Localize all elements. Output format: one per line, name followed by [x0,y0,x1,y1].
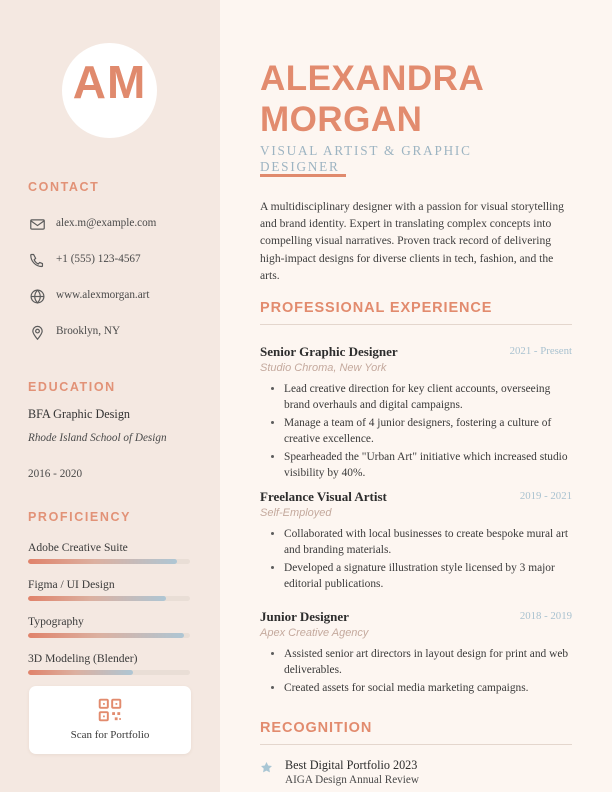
bullet-dot [271,532,274,535]
contact-item-website[interactable] [29,287,214,307]
bullet-item [284,526,572,559]
title-accent-rule [260,174,346,177]
star-icon [260,761,273,774]
bullet-item [284,415,572,448]
recognition-item-1 [260,758,572,786]
job-role: Freelance Visual Artist [260,489,387,504]
skill-label: Figma / UI Design [28,578,115,591]
education-heading: EDUCATION [28,380,116,394]
bullet-text: Developed a signature illustration style licensed by 3 major editorial publications. [284,561,555,591]
skill-track [28,633,190,638]
avatar-initials: AM [72,56,147,108]
page-title: ALEXANDRA MORGAN [260,59,483,139]
job-company: Self-Employed [260,507,332,519]
bullet-text: Assisted senior art directors in layout design for print and web deliverables. [284,648,569,677]
bullet-item [284,646,572,679]
section-divider [260,324,572,325]
main-content [220,0,612,792]
skill-label: 3D Modeling (Blender) [28,652,138,665]
bullet-text: Created assets for social media marketing campaigns. [284,681,529,694]
bullet-dot [271,652,274,655]
proficiency-heading: PROFICIENCY [28,510,132,524]
bullet-item [284,381,572,414]
bullet-text: Collaborated with local businesses to create bespoke mural art and branding materials. [284,528,569,557]
bullet-item [284,560,572,593]
avatar [62,43,157,138]
job-company: Studio Chroma, New York [260,362,387,374]
recognition-section-heading: RECOGNITION [260,720,373,736]
job-bullets [260,646,572,696]
bullet-item [284,680,572,696]
contact-item-location[interactable] [29,323,214,343]
job-header [260,489,572,504]
bullet-dot [271,686,274,689]
skill-label: Adobe Creative Suite [28,541,128,554]
skill-adobe-creative-suite [28,541,190,564]
summary-paragraph: A multidisciplinary designer with a passion for visual storytelling and brand identity. Expert in translating complex concepts into compelling visual narratives. Proven track record of delivering high-impact designs for diverse clients in tech, fashion, and the arts. [260,200,564,282]
award-organization: AIGA Design Annual Review [285,774,419,786]
sidebar [0,0,220,792]
skill-figma-ui-design [28,578,190,601]
experience-item-1 [260,344,572,482]
experience-section-heading: PROFESSIONAL EXPERIENCE [260,300,493,316]
skill-typography [28,615,190,638]
bullet-dot [271,421,274,424]
skill-fill [28,596,166,601]
qr-card-caption: Scan for Portfolio [70,729,150,741]
bullet-dot [271,387,274,390]
job-title-subtitle: VISUAL ARTIST & GRAPHIC DESIGNER [260,143,472,174]
contact-email-text: alex.m@example.com [56,217,157,229]
location-pin-icon [29,324,46,341]
skill-fill [28,559,177,564]
job-bullets [260,526,572,593]
bullet-item [284,449,572,482]
bullet-text: Lead creative direction for key client accounts, overseeing brand overhauls and digital campaigns. [284,383,551,412]
job-role: Junior Designer [260,609,349,624]
contact-location-text: Brooklyn, NY [56,325,121,337]
globe-icon [29,288,46,305]
experience-item-2 [260,489,572,594]
experience-item-3 [260,609,572,697]
contact-website-text: www.alexmorgan.art [56,289,150,301]
section-divider [260,744,572,745]
bullet-dot [271,566,274,569]
phone-icon [29,252,46,269]
qr-code-icon [97,697,123,723]
contact-item-phone[interactable] [29,251,214,271]
contact-phone-text: +1 (555) 123-4567 [56,253,141,265]
bullet-dot [271,455,274,458]
job-bullets [260,381,572,481]
job-header [260,344,572,359]
skill-track [28,559,190,564]
bullet-text: Spearheaded the "Urban Art" initiative which increased studio visibility by 40%. [284,450,568,480]
bullet-text: Manage a team of 4 junior designers, fostering a culture of creative excellence. [284,416,552,446]
skill-track [28,670,190,675]
job-role: Senior Graphic Designer [260,344,398,359]
job-dates: 2019 - 2021 [519,490,572,502]
job-company: Apex Creative Agency [260,627,369,639]
job-header [260,609,572,624]
education-school: Rhode Island School of Design [28,432,167,444]
contact-item-email[interactable] [29,215,214,235]
skill-label: Typography [28,615,84,628]
envelope-icon [29,216,46,233]
job-dates: 2021 - Present [509,345,572,357]
skill-3d-modeling [28,652,190,675]
skill-fill [28,670,133,675]
job-dates: 2018 - 2019 [519,610,572,622]
contact-heading: CONTACT [28,180,100,194]
skill-fill [28,633,184,638]
education-years: 2016 - 2020 [28,468,83,480]
skill-track [28,596,190,601]
scan-for-portfolio-card[interactable] [29,686,191,754]
education-degree: BFA Graphic Design [28,407,131,421]
award-title: Best Digital Portfolio 2023 [285,758,418,772]
